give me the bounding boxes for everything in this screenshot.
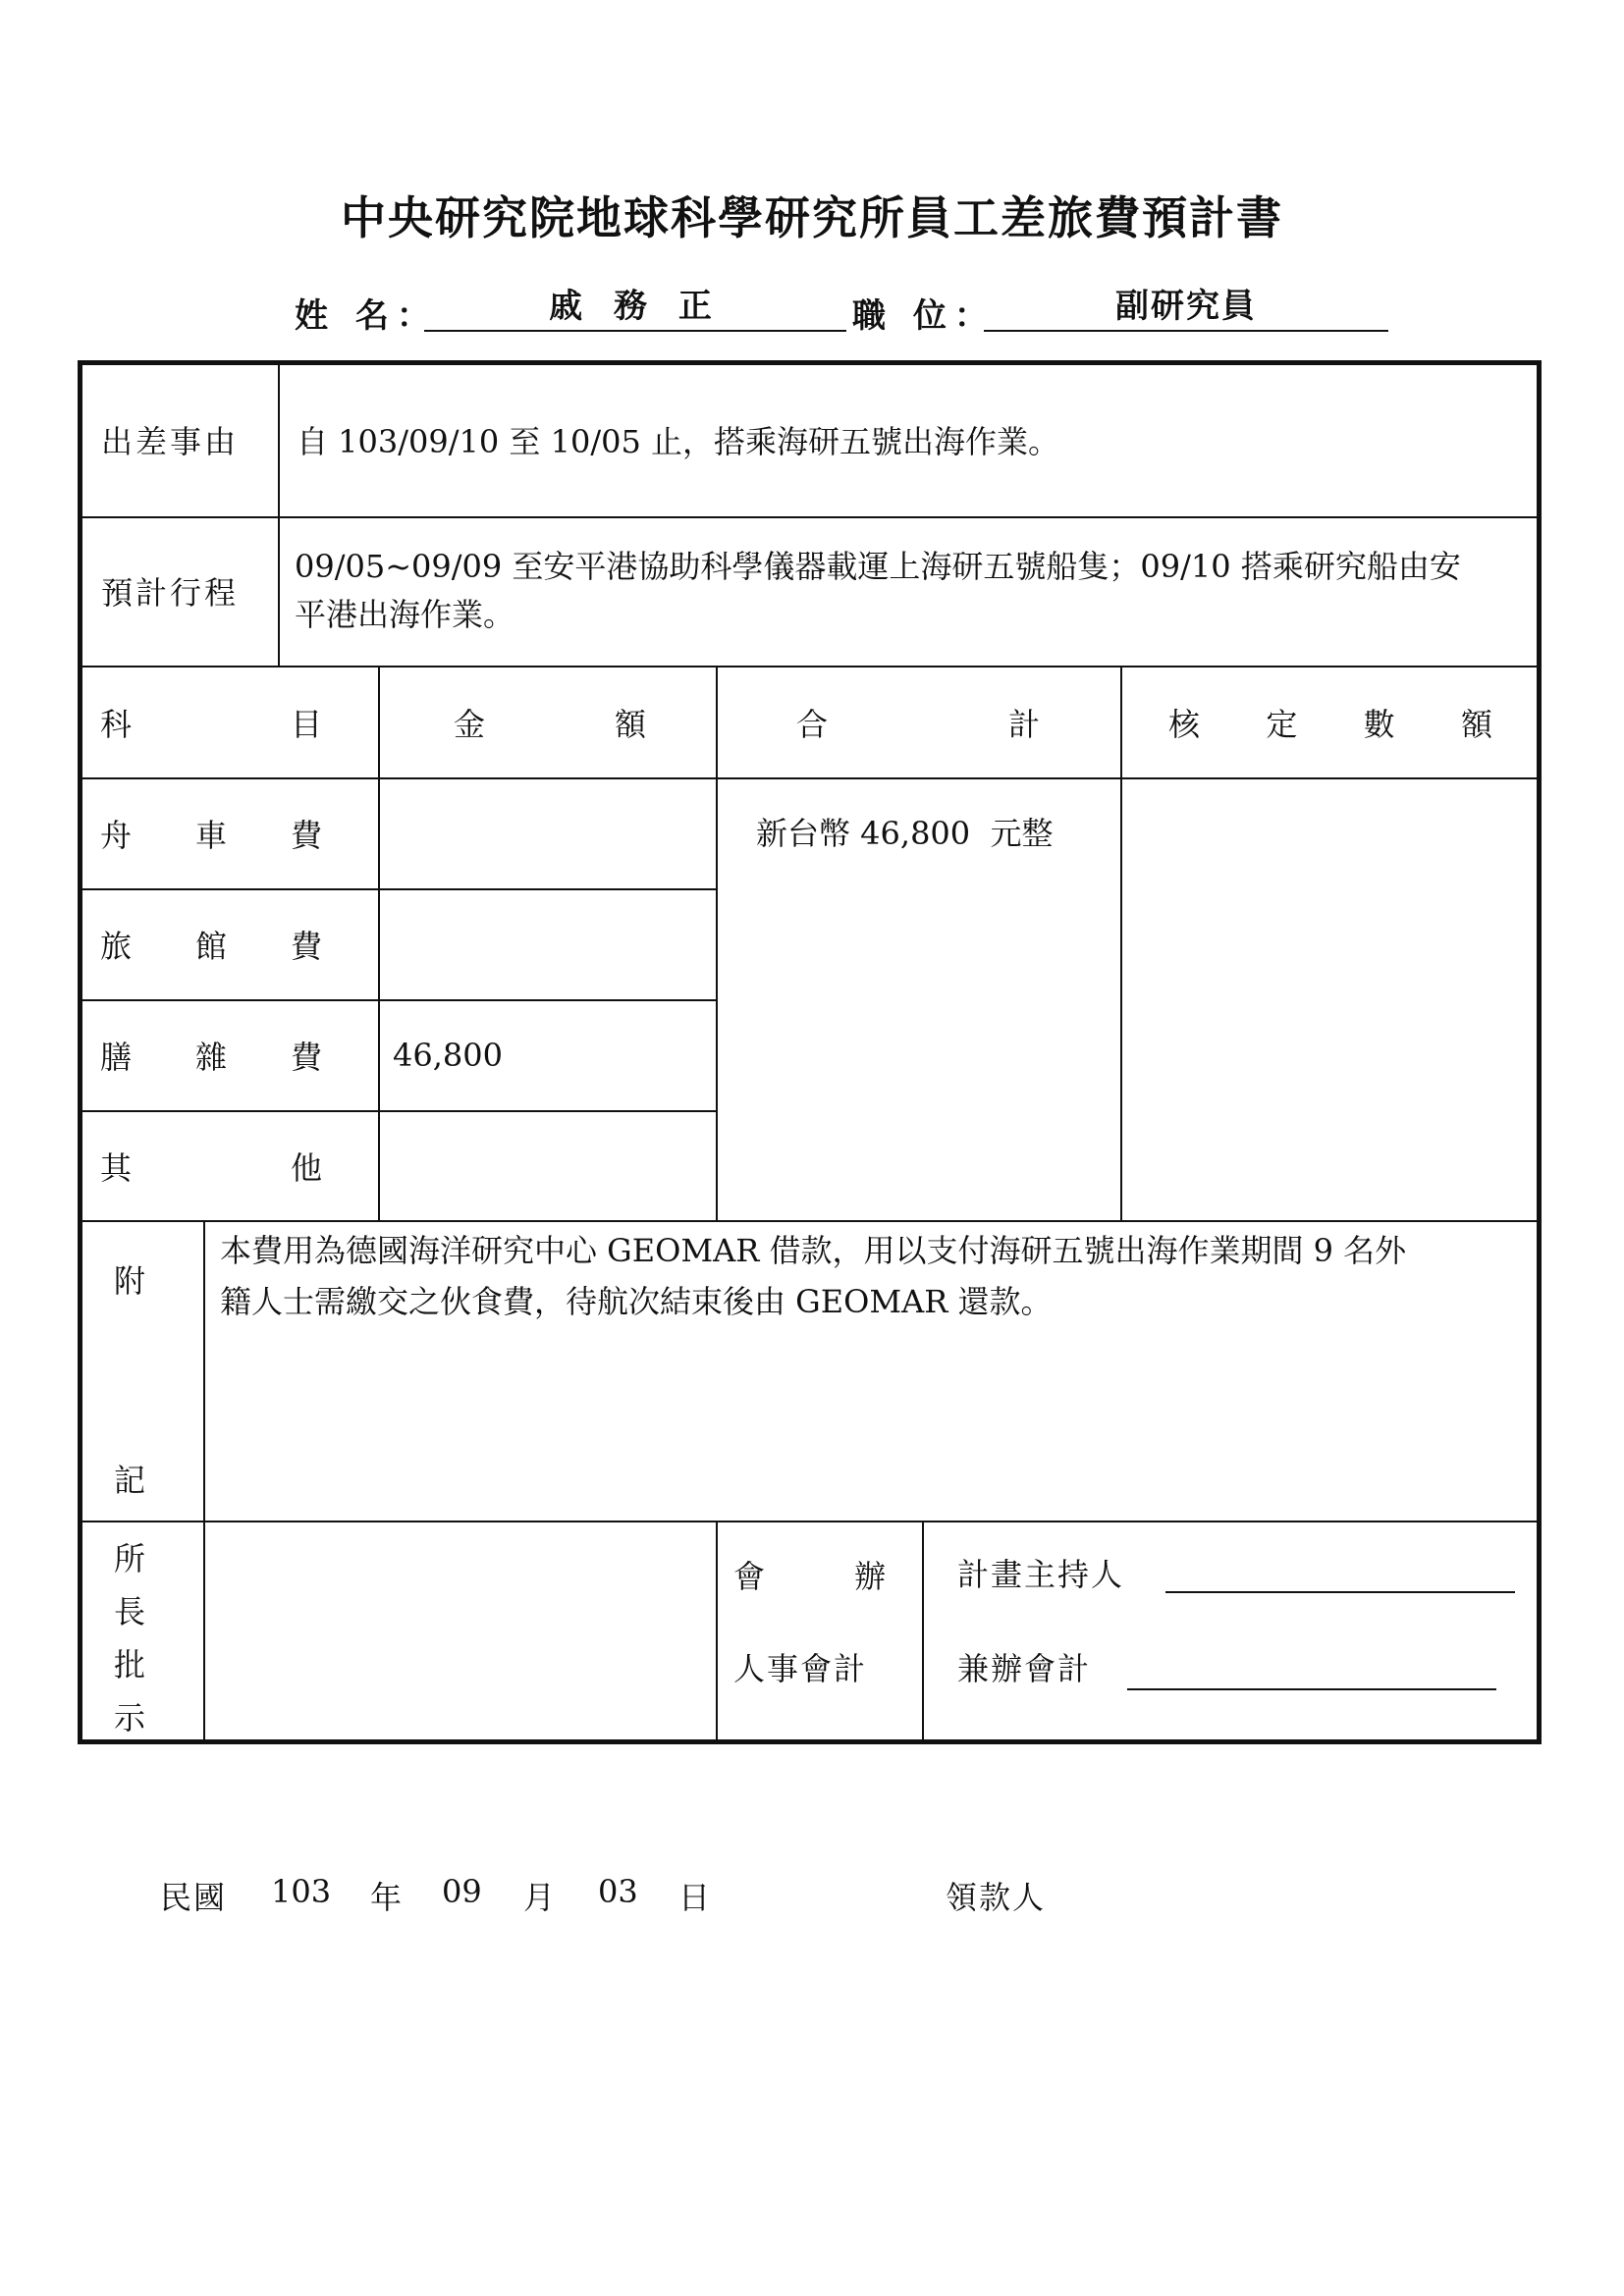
date-month: 09 [442, 1873, 482, 1910]
row-label-meals [100, 1032, 322, 1079]
row-label-lodging [100, 921, 322, 968]
date-day-unit: 日 [678, 1879, 711, 1916]
header-total-char: 計 [1007, 706, 1040, 743]
trip-reason-label: 出差事由 [101, 423, 240, 460]
header-item [100, 699, 322, 746]
note-line-2: 籍人士需繳交之伙食費，待航次結束後由 GEOMAR 還款。 [220, 1283, 1053, 1320]
row-label-char: 舟 [100, 817, 133, 854]
divider [378, 666, 380, 1220]
header-approved-char: 數 [1363, 706, 1395, 743]
row-label-char: 雜 [194, 1039, 227, 1076]
name-label: 姓 名： [295, 296, 438, 336]
header-approved-char: 額 [1460, 706, 1492, 743]
divider [82, 516, 1537, 518]
divider [278, 365, 280, 666]
divider [716, 666, 718, 1220]
divider [82, 999, 717, 1001]
header-item-char: 科 [100, 706, 133, 743]
schedule-label: 預計行程 [101, 574, 240, 612]
trip-reason-text: 自 103/09/10 至 10/05 止，搭乘海研五號出海作業。 [297, 423, 1059, 460]
position-value: 副研究員 [984, 285, 1388, 332]
note-line-1: 本費用為德國海洋研究中心 GEOMAR 借款，用以支付海研五號出海作業期間 9 名外 [220, 1232, 1407, 1269]
hr-accounting-label: 人事會計 [733, 1650, 868, 1687]
header-approved [1168, 699, 1492, 746]
divider [922, 1521, 924, 1739]
position-label: 職 位： [852, 296, 996, 336]
date-day: 03 [598, 1873, 638, 1910]
header-approved-char: 核 [1168, 706, 1201, 743]
cosign-char: 辦 [853, 1558, 886, 1595]
recipient-label: 領款人 [946, 1879, 1047, 1916]
row-label-char: 費 [290, 817, 322, 854]
schedule-line-1: 09/05~09/09 至安平港協助科學儀器載運上海研五號船隻；09/10 搭乘研究船由安 [295, 548, 1461, 585]
pi-signature-line[interactable] [1165, 1591, 1515, 1593]
row-label-char: 他 [290, 1149, 322, 1187]
accounting-signature-line[interactable] [1127, 1688, 1496, 1690]
divider [82, 666, 1537, 667]
director-approval-char: 批 [114, 1646, 146, 1683]
director-approval-char: 長 [114, 1593, 146, 1630]
header-amount-char: 金 [454, 706, 486, 743]
total-amount: 新台幣 46,800 元整 [756, 815, 1054, 852]
date-year: 103 [271, 1873, 332, 1910]
header-amount-char: 額 [614, 706, 646, 743]
row-label-char: 膳 [100, 1039, 133, 1076]
row-label-char: 旅 [100, 928, 133, 965]
divider [82, 777, 1537, 779]
row-label-char: 其 [100, 1149, 133, 1187]
schedule-line-2: 平港出海作業。 [295, 596, 515, 633]
date-month-unit: 月 [523, 1879, 556, 1916]
row-amount-meals: 46,800 [393, 1037, 503, 1074]
row-label-char: 館 [194, 928, 227, 965]
divider [203, 1220, 205, 1739]
header-amount [454, 699, 646, 746]
divider [1120, 666, 1122, 1220]
page-title: 中央研究院地球科學研究所員工差旅費預計書 [341, 191, 1283, 244]
header-approved-char: 定 [1266, 706, 1298, 743]
divider [82, 1110, 717, 1112]
note-label-top: 附 [114, 1262, 146, 1300]
row-label-char: 費 [290, 928, 322, 965]
header-item-char: 目 [290, 706, 322, 743]
cosign-label [733, 1551, 886, 1598]
divider [82, 888, 717, 890]
row-label-char: 車 [194, 817, 227, 854]
divider [716, 1521, 718, 1739]
director-approval-char: 所 [114, 1540, 146, 1577]
director-approval-char: 示 [114, 1699, 146, 1736]
pi-label: 計畫主持人 [957, 1556, 1125, 1593]
cosign-char: 會 [733, 1558, 766, 1595]
divider [82, 1521, 1537, 1522]
accounting-label: 兼辦會計 [957, 1650, 1092, 1687]
header-total-char: 合 [796, 706, 829, 743]
row-label-transport [100, 810, 322, 857]
row-label-char: 費 [290, 1039, 322, 1076]
divider [82, 1220, 1537, 1222]
date-era: 民國 [160, 1879, 228, 1916]
header-total [796, 699, 1040, 746]
date-year-unit: 年 [370, 1879, 403, 1916]
name-value: 戚 務 正 [424, 285, 846, 332]
row-label-other [100, 1143, 322, 1190]
note-label-bottom: 記 [114, 1462, 146, 1499]
